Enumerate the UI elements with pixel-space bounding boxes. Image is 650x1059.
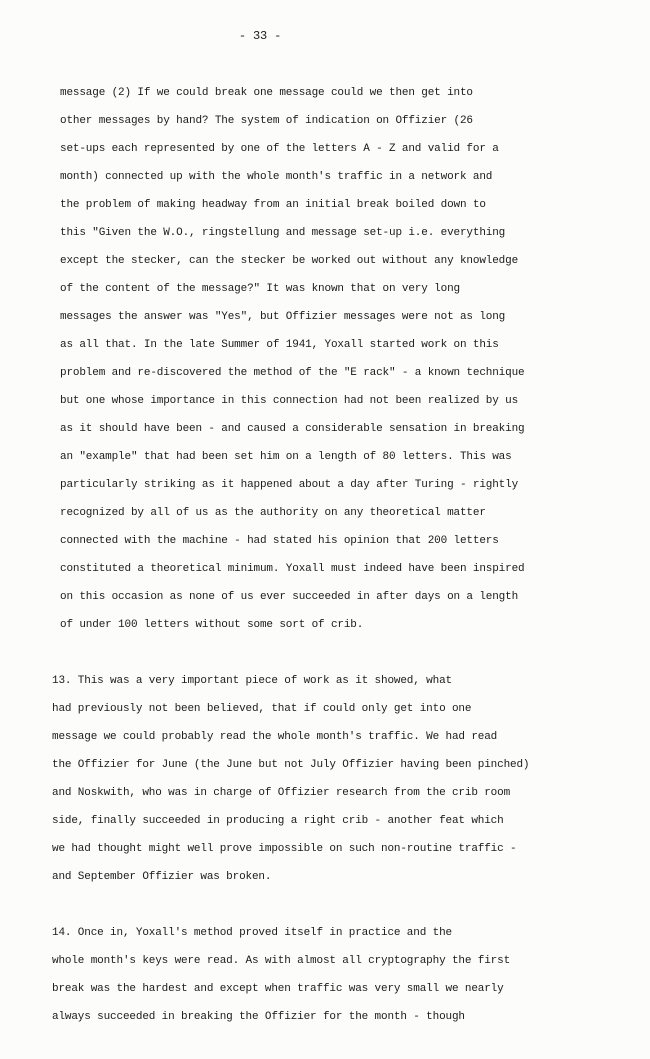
text-line: constituted a theoretical minimum. Yoxall must indeed have been inspired: [60, 563, 525, 575]
text-line: this "Given the W.O., ringstellung and message set-up i.e. everything: [60, 227, 506, 239]
text-line: of the content of the message?" It was known that on very long: [60, 283, 460, 295]
text-line: and September Offizier was broken.: [52, 871, 272, 883]
text-line: set-ups each represented by one of the letters A - Z and valid for a: [60, 143, 499, 155]
page-number: - 33 -: [238, 29, 282, 43]
text-line: whole month's keys were read. As with almost all cryptography the first: [52, 955, 511, 967]
text-line: particularly striking as it happened about a day after Turing - rightly: [60, 479, 519, 491]
text-line: as all that. In the late Summer of 1941, Yoxall started work on this: [60, 339, 499, 351]
text-line: the problem of making headway from an initial break boiled down to: [60, 199, 486, 211]
text-line: problem and re-discovered the method of the "E rack" - a known technique: [60, 367, 525, 379]
text-line: 13. This was a very important piece of work as it showed, what: [52, 675, 452, 687]
text-line: 14. Once in, Yoxall's method proved itself in practice and the: [52, 927, 452, 939]
text-line: side, finally succeeded in producing a right crib - another feat which: [52, 815, 504, 827]
text-line: other messages by hand? The system of indication on Offizier (26: [60, 115, 473, 127]
text-line: but one whose importance in this connection had not been realized by us: [60, 395, 519, 407]
text-line: had previously not been believed, that if could only get into one: [52, 703, 472, 715]
text-line: and Noskwith, who was in charge of Offizier research from the crib room: [52, 787, 511, 799]
text-line: month) connected up with the whole month's traffic in a network and: [60, 171, 493, 183]
text-line: the Offizier for June (the June but not July Offizier having been pinched): [52, 759, 530, 771]
text-line: we had thought might well prove impossible on such non-routine traffic -: [52, 843, 517, 855]
text-line: connected with the machine - had stated his opinion that 200 letters: [60, 535, 499, 547]
text-line: break was the hardest and except when traffic was very small we nearly: [52, 983, 504, 995]
text-line: messages the answer was "Yes", but Offizier messages were not as long: [60, 311, 506, 323]
text-line: an "example" that had been set him on a length of 80 letters. This was: [60, 451, 512, 463]
text-line: as it should have been - and caused a considerable sensation in breaking: [60, 423, 525, 435]
text-line: message (2) If we could break one message could we then get into: [60, 87, 473, 99]
text-line: except the stecker, can the stecker be worked out without any knowledge: [60, 255, 519, 267]
text-line: on this occasion as none of us ever succeeded in after days on a length: [60, 591, 519, 603]
text-line: message we could probably read the whole month's traffic. We had read: [52, 731, 498, 743]
text-line: always succeeded in breaking the Offizier for the month - though: [52, 1011, 465, 1023]
text-line: of under 100 letters without some sort of crib.: [60, 619, 364, 631]
text-line: recognized by all of us as the authority on any theoretical matter: [60, 507, 486, 519]
